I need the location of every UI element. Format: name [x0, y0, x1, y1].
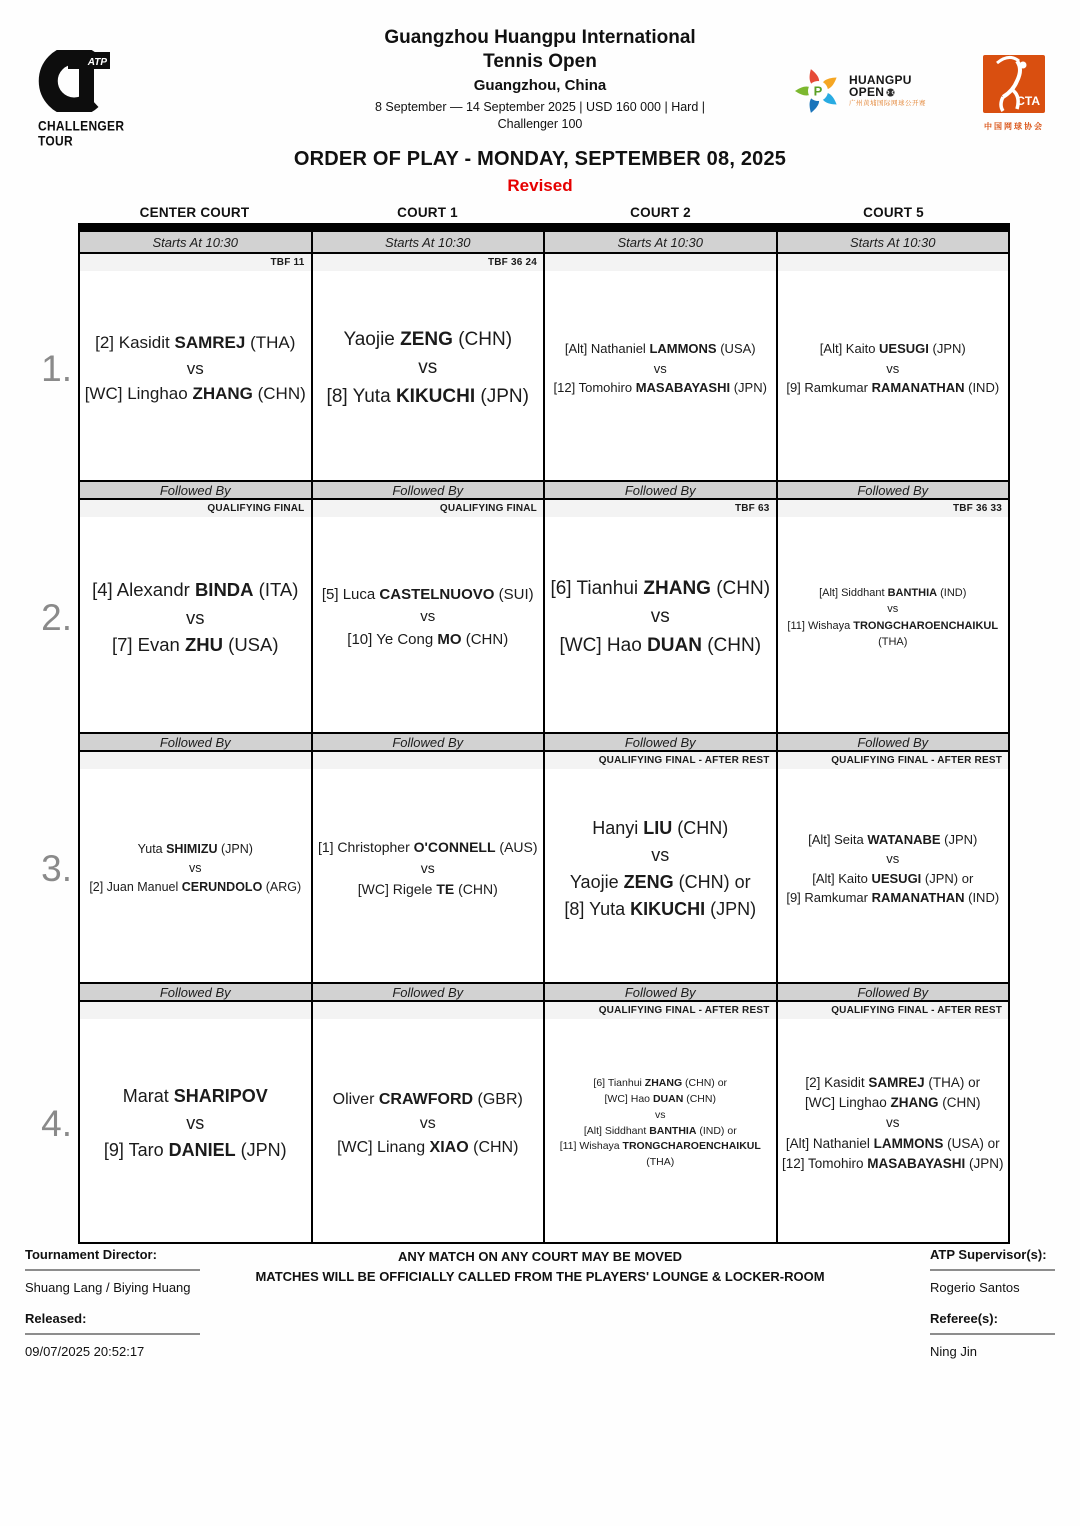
match-line: [2] Kasidit SAMREJ (THA) or — [805, 1074, 981, 1090]
match-line: [WC] Linang XIAO (CHN) — [337, 1138, 519, 1156]
header-divider-bar — [78, 223, 1010, 232]
match-round-note: QUALIFYING FINAL — [313, 500, 544, 517]
match-round-note: TBF 63 — [545, 500, 776, 517]
match-round-note — [80, 752, 311, 769]
match-round-note: TBF 11 — [80, 254, 311, 271]
starts-at-bar: Starts At 10:30 — [313, 232, 544, 252]
match-line: [1] Christopher O'CONNELL (AUS) — [317, 839, 538, 855]
match-cell — [778, 500, 1009, 732]
match-line: [7] Evan ZHU (USA) — [111, 634, 279, 656]
match-round-note: QUALIFYING FINAL — [80, 500, 311, 517]
match-line: [Alt] Kaito UESUGI (JPN) — [819, 341, 966, 357]
court-header-court-1: COURT 1 — [397, 204, 458, 220]
match-cell — [313, 752, 544, 982]
match-line: [9] Taro DANIEL (JPN) — [103, 1140, 287, 1160]
match-line: [WC] Hao DUAN (CHN) — [604, 1093, 716, 1105]
starts-at-bar: Starts At 10:30 — [80, 232, 311, 252]
match-line: Yaojie ZENG (CHN) or — [569, 871, 751, 892]
match-line: [12] Tomohiro MASABAYASHI (JPN) — [553, 380, 767, 396]
row-number: 3. — [41, 848, 72, 889]
schedule-grid — [78, 232, 1010, 1244]
match-cell — [80, 254, 311, 480]
court-names-row — [78, 201, 1010, 223]
match-line: vs — [418, 357, 438, 379]
revised-flag: Revised — [507, 175, 573, 195]
cta-logo — [972, 55, 1056, 132]
match-line: vs — [886, 360, 900, 376]
order-of-play-title: ORDER OF PLAY - MONDAY, SEPTEMBER 08, 2025 — [293, 147, 787, 170]
match-line: Yaojie ZENG (CHN) — [343, 328, 513, 350]
followed-by-bar: Followed By — [313, 734, 544, 750]
referee-value: Ning Jin — [930, 1344, 977, 1359]
match-line: [WC] Linghao ZHANG (CHN) — [804, 1095, 981, 1111]
huangpu-pinwheel-icon — [793, 66, 843, 116]
divider — [25, 1269, 200, 1271]
match-line: vs — [655, 1108, 666, 1121]
followed-by-bar: Followed By — [545, 984, 776, 1000]
tour-label: TOUR — [38, 132, 73, 149]
match-line: [8] Yuta KIKUCHI (JPN) — [326, 385, 529, 407]
match-round-note: QUALIFYING FINAL - AFTER REST — [545, 752, 776, 769]
match-line: [Alt] Siddhant BANTHIA (IND) — [819, 586, 967, 599]
match-line: [10] Ye Cong MO (CHN) — [347, 630, 509, 648]
match-cell — [778, 254, 1009, 480]
cta-chinese-subtext: 中国网球协会 — [984, 122, 1044, 131]
match-line: vs — [420, 860, 435, 876]
schedule-table — [78, 201, 1010, 1244]
huangpu-chinese-subtext: 广州黄埔国际网球公开赛 — [849, 100, 926, 108]
match-line: [8] Yuta KIKUCHI (JPN) — [564, 898, 757, 919]
starts-at-bar: Starts At 10:30 — [778, 232, 1009, 252]
match-round-note: QUALIFYING FINAL - AFTER REST — [545, 1002, 776, 1019]
match-line: vs — [650, 606, 670, 628]
match-line: vs — [653, 360, 667, 376]
match-cell — [80, 1002, 311, 1242]
match-line: vs — [189, 861, 202, 876]
match-round-note: QUALIFYING FINAL - AFTER REST — [778, 752, 1009, 769]
match-line: vs — [651, 844, 670, 865]
court-header-court-5: COURT 5 — [863, 204, 924, 220]
row-number: 1. — [41, 348, 72, 389]
open-label: OPEN — [849, 85, 885, 100]
match-cell — [778, 752, 1009, 982]
match-cell — [778, 1002, 1009, 1242]
followed-by-bar: Followed By — [313, 482, 544, 498]
released-value: 09/07/2025 20:52:17 — [25, 1344, 145, 1359]
cta-player-icon — [983, 55, 1045, 113]
challenger-label: CHALLENGER — [38, 117, 125, 134]
match-line: vs — [419, 1114, 436, 1132]
court-header-center-court: CENTER COURT — [139, 204, 250, 220]
row-number: 4. — [41, 1103, 72, 1144]
atp-label: ATP — [87, 57, 107, 68]
followed-by-bar: Followed By — [80, 482, 311, 498]
huangpu-center-letter: P — [813, 83, 823, 99]
match-line: [WC] Linghao ZHANG (CHN) — [84, 384, 306, 404]
divider — [25, 1333, 200, 1335]
atp-supervisor-value: Rogerio Santos — [930, 1280, 1020, 1295]
huangpu-open-logo — [793, 66, 926, 116]
match-line: [6] Tianhui ZHANG (CHN) or — [593, 1077, 728, 1090]
match-line: [6] Tianhui ZHANG (CHN) — [550, 577, 771, 599]
match-round-note: QUALIFYING FINAL - AFTER REST — [778, 1002, 1009, 1019]
cta-label: CTA — [1016, 94, 1040, 108]
starts-at-bar: Starts At 10:30 — [545, 232, 776, 252]
released-label: Released: — [25, 1311, 87, 1326]
followed-by-bar: Followed By — [778, 482, 1009, 498]
tournament-director-label: Tournament Director: — [25, 1247, 157, 1262]
match-line: [11] Wishaya TRONGCHAROENCHAIKUL (THA) — [787, 619, 999, 648]
match-round-note — [80, 1002, 311, 1019]
notice-line2: MATCHES WILL BE OFFICIALLY CALLED FROM THE PLAYERS' LOUNGE & LOCKER-ROOM — [255, 1269, 825, 1285]
followed-by-bar: Followed By — [778, 984, 1009, 1000]
match-line: [Alt] Siddhant BANTHIA (IND) or — [583, 1124, 737, 1137]
match-line: [9] Ramkumar RAMANATHAN (IND) — [786, 890, 1000, 905]
tournament-name-line1: Guangzhou Huangpu International — [384, 27, 696, 48]
match-round-note — [778, 254, 1009, 271]
match-line: [5] Luca CASTELNUOVO (SUI) — [321, 585, 534, 603]
match-cell — [313, 500, 544, 732]
match-line: Oliver CRAWFORD (GBR) — [332, 1090, 523, 1108]
followed-by-bar: Followed By — [545, 482, 776, 498]
match-line: [4] Alexandr BINDA (ITA) — [92, 578, 299, 600]
match-line: [2] Juan Manuel CERUNDOLO (ARG) — [89, 879, 302, 894]
match-line: Yuta SHIMIZU (JPN) — [137, 842, 253, 857]
followed-by-bar: Followed By — [545, 734, 776, 750]
match-line: vs — [886, 851, 900, 866]
match-line: Marat SHARIPOV — [122, 1086, 268, 1106]
match-line: [11] Wishaya TRONGCHAROENCHAIKUL (THA) — [559, 1140, 761, 1168]
match-line: [12] Tomohiro MASABAYASHI (JPN) — [781, 1155, 1004, 1171]
match-round-note — [545, 254, 776, 271]
row-number: 2. — [41, 597, 72, 638]
notice-line1: ANY MATCH ON ANY COURT MAY BE MOVED — [397, 1249, 683, 1264]
followed-by-bar: Followed By — [80, 984, 311, 1000]
followed-by-bar: Followed By — [313, 984, 544, 1000]
divider — [930, 1269, 1055, 1271]
match-round-note: TBF 36 24 — [313, 254, 544, 271]
match-line: [Alt] Nathaniel LAMMONS (USA) or — [785, 1135, 1000, 1151]
match-line: Hanyi LIU (CHN) — [592, 817, 729, 838]
match-cell — [545, 500, 776, 732]
match-line: vs — [886, 1115, 900, 1131]
match-line: [Alt] Seita WATANABE (JPN) — [808, 831, 978, 847]
match-cell — [313, 1002, 544, 1242]
court-header-court-2: COURT 2 — [630, 204, 691, 220]
atp-supervisor-label: ATP Supervisor(s): — [930, 1247, 1047, 1262]
huangpu-label: HUANGPU — [849, 73, 912, 88]
match-line: vs — [186, 606, 205, 628]
followed-by-bar: Followed By — [80, 734, 311, 750]
match-cell — [545, 752, 776, 982]
match-cell — [313, 254, 544, 480]
divider — [930, 1333, 1055, 1335]
match-line: [WC] Rigele TE (CHN) — [357, 881, 498, 897]
tournament-name-line2: Tennis Open — [483, 50, 597, 72]
match-cell — [545, 1002, 776, 1242]
match-cell — [545, 254, 776, 480]
tennis-ball-icon — [886, 88, 895, 97]
tournament-category: Challenger 100 — [497, 116, 583, 131]
match-round-note — [313, 1002, 544, 1019]
match-line: vs — [186, 1113, 205, 1133]
match-line: [2] Kasidit SAMREJ (THA) — [95, 333, 296, 353]
match-cell — [80, 500, 311, 732]
match-cell — [80, 752, 311, 982]
referee-label: Referee(s): — [930, 1311, 998, 1326]
match-line: vs — [420, 608, 436, 626]
tournament-director-value: Shuang Lang / Biying Huang — [25, 1280, 191, 1295]
match-line: vs — [186, 358, 204, 378]
match-line: [Alt] Kaito UESUGI (JPN) or — [812, 870, 974, 886]
tournament-location: Guangzhou, China — [473, 76, 607, 94]
match-line: [9] Ramkumar RAMANATHAN (IND) — [786, 380, 1000, 396]
footer-right — [930, 1247, 1055, 1359]
tournament-details: 8 September — 14 September 2025 | USD 160 000 | Hard | — [374, 99, 706, 114]
match-line: vs — [887, 603, 899, 615]
match-line: [WC] Hao DUAN (CHN) — [559, 634, 762, 656]
match-round-note — [313, 752, 544, 769]
match-round-note: TBF 36 33 — [778, 500, 1009, 517]
footer-left — [25, 1247, 200, 1359]
followed-by-bar: Followed By — [778, 734, 1009, 750]
match-line: [Alt] Nathaniel LAMMONS (USA) — [564, 341, 756, 357]
